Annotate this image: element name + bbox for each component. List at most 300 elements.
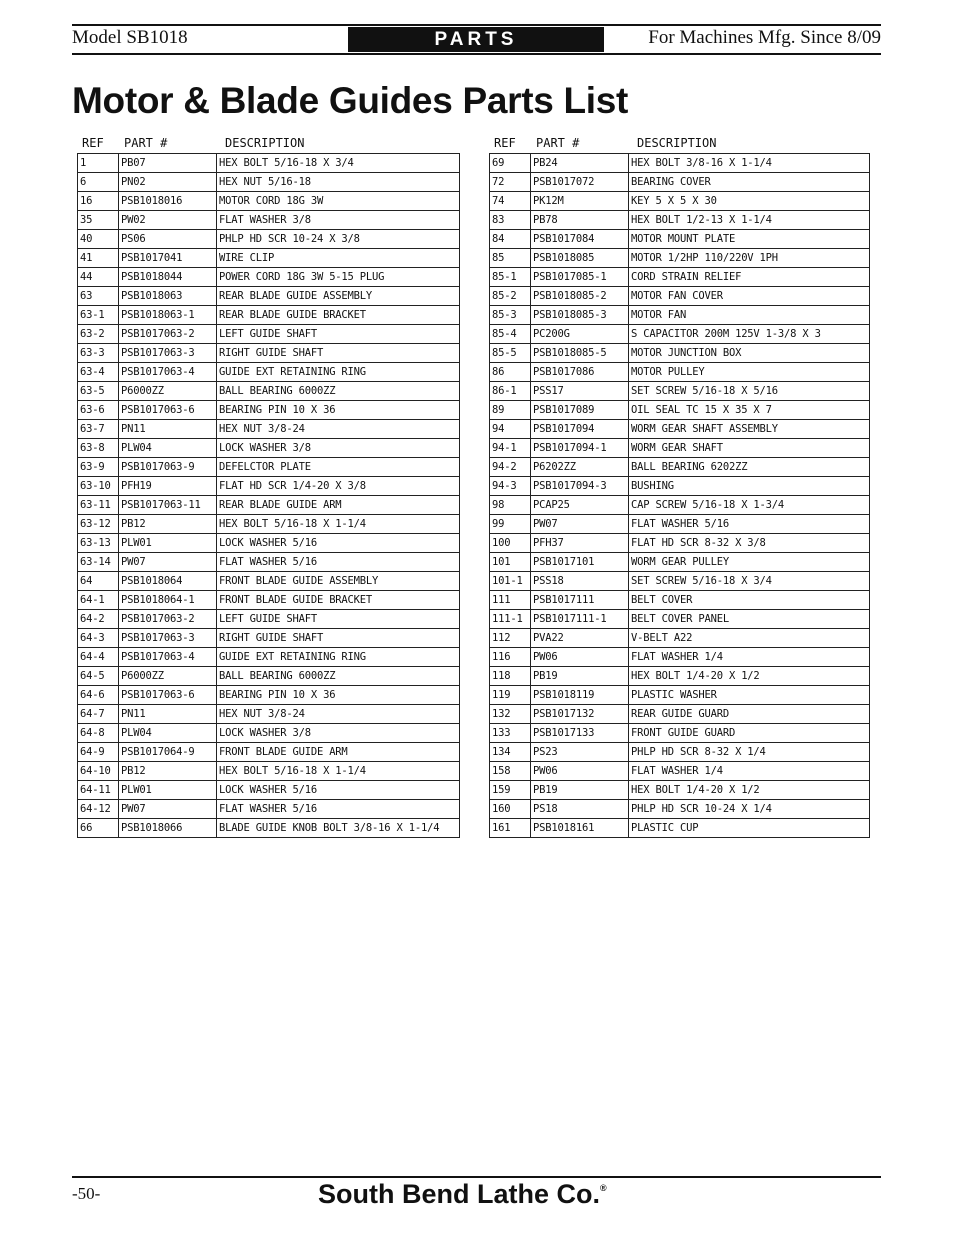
- ref-cell: 134: [490, 743, 531, 762]
- description-cell: MOTOR CORD 18G 3W: [217, 192, 460, 211]
- part-number-cell: PSB1018064-1: [119, 591, 217, 610]
- description-cell: GUIDE EXT RETAINING RING: [217, 648, 460, 667]
- part-number-cell: PN02: [119, 173, 217, 192]
- description-header: DESCRIPTION: [637, 136, 717, 150]
- description-cell: BLADE GUIDE KNOB BOLT 3/8-16 X 1-1/4: [217, 819, 460, 838]
- part-number-cell: PSB1017063-2: [119, 610, 217, 629]
- part-number-cell: PN11: [119, 705, 217, 724]
- ref-cell: 94-3: [490, 477, 531, 496]
- description-cell: HEX BOLT 3/8-16 X 1-1/4: [629, 154, 870, 173]
- description-cell: FRONT GUIDE GUARD: [629, 724, 870, 743]
- table-row: [78, 439, 460, 458]
- part-number-cell: PFH37: [531, 534, 629, 553]
- description-cell: LOCK WASHER 3/8: [217, 439, 460, 458]
- part-number-cell: PSB1017063-6: [119, 686, 217, 705]
- table-row: [490, 344, 870, 363]
- description-cell: PHLP HD SCR 8-32 X 1/4: [629, 743, 870, 762]
- parts-rows-right: [490, 154, 870, 838]
- part-number-cell: PSB1017133: [531, 724, 629, 743]
- ref-cell: 63-6: [78, 401, 119, 420]
- part-number-cell: PB07: [119, 154, 217, 173]
- description-cell: HEX NUT 3/8-24: [217, 705, 460, 724]
- table-row: [490, 610, 870, 629]
- ref-cell: 160: [490, 800, 531, 819]
- table-row: [78, 800, 460, 819]
- part-number-cell: PSB1018085-5: [531, 344, 629, 363]
- ref-cell: 64-2: [78, 610, 119, 629]
- table-row: [78, 382, 460, 401]
- part-number-cell: PS18: [531, 800, 629, 819]
- description-cell: FLAT HD SCR 1/4-20 X 3/8: [217, 477, 460, 496]
- table-row: [490, 515, 870, 534]
- description-cell: WORM GEAR SHAFT: [629, 439, 870, 458]
- parts-table-right: [489, 133, 870, 838]
- ref-cell: 64-1: [78, 591, 119, 610]
- ref-cell: 85-4: [490, 325, 531, 344]
- ref-cell: 64-3: [78, 629, 119, 648]
- table-row: [490, 800, 870, 819]
- ref-cell: 63: [78, 287, 119, 306]
- table-row: [78, 192, 460, 211]
- ref-cell: 63-12: [78, 515, 119, 534]
- part-number-cell: PSB1017132: [531, 705, 629, 724]
- ref-cell: 161: [490, 819, 531, 838]
- description-cell: LOCK WASHER 5/16: [217, 534, 460, 553]
- description-cell: WORM GEAR SHAFT ASSEMBLY: [629, 420, 870, 439]
- part-number-cell: PC200G: [531, 325, 629, 344]
- ref-header: REF: [82, 136, 104, 150]
- table-row: [490, 534, 870, 553]
- description-cell: FRONT BLADE GUIDE ASSEMBLY: [217, 572, 460, 591]
- description-cell: REAR BLADE GUIDE ASSEMBLY: [217, 287, 460, 306]
- table-row: [78, 420, 460, 439]
- description-cell: LOCK WASHER 3/8: [217, 724, 460, 743]
- part-number-cell: PS23: [531, 743, 629, 762]
- table-row: [490, 477, 870, 496]
- part-number-cell: PSB1018063-1: [119, 306, 217, 325]
- part-number-cell: PW02: [119, 211, 217, 230]
- ref-cell: 94-2: [490, 458, 531, 477]
- table-row: [78, 591, 460, 610]
- ref-cell: 63-13: [78, 534, 119, 553]
- table-row: [490, 743, 870, 762]
- part-number-cell: PN11: [119, 420, 217, 439]
- table-row: [490, 249, 870, 268]
- ref-cell: 63-8: [78, 439, 119, 458]
- column-headers: [77, 133, 460, 153]
- ref-cell: 133: [490, 724, 531, 743]
- column-headers: [489, 133, 870, 153]
- table-row: [490, 648, 870, 667]
- part-number-cell: PSB1017063-4: [119, 363, 217, 382]
- ref-cell: 158: [490, 762, 531, 781]
- ref-cell: 111: [490, 591, 531, 610]
- description-cell: FLAT WASHER 5/16: [217, 800, 460, 819]
- description-cell: FRONT BLADE GUIDE ARM: [217, 743, 460, 762]
- ref-cell: 44: [78, 268, 119, 287]
- part-number-cell: PB19: [531, 781, 629, 800]
- table-row: [490, 230, 870, 249]
- ref-cell: 41: [78, 249, 119, 268]
- table-row: [78, 629, 460, 648]
- table-row: [78, 401, 460, 420]
- description-cell: REAR BLADE GUIDE ARM: [217, 496, 460, 515]
- ref-cell: 86-1: [490, 382, 531, 401]
- description-cell: V-BELT A22: [629, 629, 870, 648]
- table-row: [490, 382, 870, 401]
- description-cell: SET SCREW 5/16-18 X 3/4: [629, 572, 870, 591]
- footer-rule: [72, 1176, 881, 1178]
- table-row: [78, 572, 460, 591]
- part-number-cell: PB12: [119, 515, 217, 534]
- description-cell: RIGHT GUIDE SHAFT: [217, 629, 460, 648]
- description-cell: FRONT BLADE GUIDE BRACKET: [217, 591, 460, 610]
- table-row: [490, 724, 870, 743]
- ref-cell: 63-5: [78, 382, 119, 401]
- brand-name: South Bend Lathe Co.: [318, 1179, 600, 1209]
- part-number-cell: P6202ZZ: [531, 458, 629, 477]
- part-number-cell: PLW04: [119, 724, 217, 743]
- part-number-cell: PSB1018161: [531, 819, 629, 838]
- part-number-cell: PSB1017063-2: [119, 325, 217, 344]
- part-number-cell: PSB1018085-2: [531, 287, 629, 306]
- table-row: [490, 458, 870, 477]
- ref-cell: 63-11: [78, 496, 119, 515]
- description-header: DESCRIPTION: [225, 136, 305, 150]
- ref-cell: 63-4: [78, 363, 119, 382]
- ref-cell: 85: [490, 249, 531, 268]
- table-row: [78, 743, 460, 762]
- ref-cell: 74: [490, 192, 531, 211]
- ref-cell: 99: [490, 515, 531, 534]
- table-row: [78, 648, 460, 667]
- table-row: [78, 173, 460, 192]
- description-cell: FLAT WASHER 1/4: [629, 648, 870, 667]
- description-cell: FLAT WASHER 3/8: [217, 211, 460, 230]
- part-number-cell: PSB1017111-1: [531, 610, 629, 629]
- ref-cell: 101: [490, 553, 531, 572]
- ref-cell: 111-1: [490, 610, 531, 629]
- ref-cell: 119: [490, 686, 531, 705]
- description-cell: DEFELCTOR PLATE: [217, 458, 460, 477]
- description-cell: HEX NUT 5/16-18: [217, 173, 460, 192]
- ref-cell: 64-12: [78, 800, 119, 819]
- description-cell: PHLP HD SCR 10-24 X 3/8: [217, 230, 460, 249]
- part-number-cell: PSB1017072: [531, 173, 629, 192]
- table-row: [490, 420, 870, 439]
- description-cell: GUIDE EXT RETAINING RING: [217, 363, 460, 382]
- part-number-cell: PLW01: [119, 781, 217, 800]
- ref-cell: 85-1: [490, 268, 531, 287]
- table-row: [490, 553, 870, 572]
- table-row: [490, 363, 870, 382]
- description-cell: HEX BOLT 5/16-18 X 1-1/4: [217, 515, 460, 534]
- ref-cell: 16: [78, 192, 119, 211]
- description-cell: BALL BEARING 6000ZZ: [217, 382, 460, 401]
- ref-cell: 118: [490, 667, 531, 686]
- table-row: [490, 629, 870, 648]
- ref-cell: 63-2: [78, 325, 119, 344]
- part-number-cell: PSB1017064-9: [119, 743, 217, 762]
- table-row: [78, 249, 460, 268]
- table-row: [490, 401, 870, 420]
- table-row: [78, 762, 460, 781]
- page-number: -50-: [72, 1184, 101, 1203]
- table-row: [78, 724, 460, 743]
- table-row: [490, 781, 870, 800]
- ref-cell: 63-1: [78, 306, 119, 325]
- description-cell: PHLP HD SCR 10-24 X 1/4: [629, 800, 870, 819]
- description-cell: SET SCREW 5/16-18 X 5/16: [629, 382, 870, 401]
- part-number-cell: PSB1017063-6: [119, 401, 217, 420]
- ref-cell: 64-10: [78, 762, 119, 781]
- part-number-cell: PSB1018066: [119, 819, 217, 838]
- ref-cell: 84: [490, 230, 531, 249]
- description-cell: HEX NUT 3/8-24: [217, 420, 460, 439]
- ref-cell: 83: [490, 211, 531, 230]
- description-cell: REAR GUIDE GUARD: [629, 705, 870, 724]
- table-row: [490, 819, 870, 838]
- part-number-cell: PLW01: [119, 534, 217, 553]
- table-row: [490, 572, 870, 591]
- part-number-cell: PSB1017041: [119, 249, 217, 268]
- table-row: [490, 496, 870, 515]
- table-row: [78, 154, 460, 173]
- description-cell: WORM GEAR PULLEY: [629, 553, 870, 572]
- part-number-cell: PB24: [531, 154, 629, 173]
- description-cell: BELT COVER PANEL: [629, 610, 870, 629]
- ref-cell: 94-1: [490, 439, 531, 458]
- ref-cell: 64-6: [78, 686, 119, 705]
- description-cell: HEX BOLT 5/16-18 X 1-1/4: [217, 762, 460, 781]
- description-cell: BUSHING: [629, 477, 870, 496]
- part-number-cell: PSS17: [531, 382, 629, 401]
- ref-cell: 64-7: [78, 705, 119, 724]
- part-number-cell: PSB1018016: [119, 192, 217, 211]
- table-row: [78, 306, 460, 325]
- ref-cell: 86: [490, 363, 531, 382]
- ref-cell: 66: [78, 819, 119, 838]
- ref-header: REF: [494, 136, 516, 150]
- description-cell: BEARING COVER: [629, 173, 870, 192]
- description-cell: MOTOR MOUNT PLATE: [629, 230, 870, 249]
- part-number-cell: P6000ZZ: [119, 667, 217, 686]
- description-cell: MOTOR JUNCTION BOX: [629, 344, 870, 363]
- part-number-cell: PSB1018064: [119, 572, 217, 591]
- table-row: [78, 553, 460, 572]
- description-cell: BALL BEARING 6202ZZ: [629, 458, 870, 477]
- part-number-cell: PSB1017063-9: [119, 458, 217, 477]
- table-row: [490, 439, 870, 458]
- machines-date-label: For Machines Mfg. Since 8/09: [648, 27, 881, 48]
- description-cell: LOCK WASHER 5/16: [217, 781, 460, 800]
- table-row: [78, 610, 460, 629]
- part-number-cell: PB19: [531, 667, 629, 686]
- part-number-cell: PSB1017085-1: [531, 268, 629, 287]
- table-row: [78, 458, 460, 477]
- description-cell: BEARING PIN 10 X 36: [217, 686, 460, 705]
- part-number-cell: PSB1018085: [531, 249, 629, 268]
- brand-logo: [318, 1179, 607, 1210]
- ref-cell: 64-5: [78, 667, 119, 686]
- table-row: [490, 306, 870, 325]
- part-number-cell: P6000ZZ: [119, 382, 217, 401]
- table-row: [78, 667, 460, 686]
- ref-cell: 116: [490, 648, 531, 667]
- description-cell: HEX BOLT 5/16-18 X 3/4: [217, 154, 460, 173]
- table-row: [78, 325, 460, 344]
- part-number-cell: PSB1017063-3: [119, 629, 217, 648]
- table-row: [490, 325, 870, 344]
- ref-cell: 112: [490, 629, 531, 648]
- description-cell: OIL SEAL TC 15 X 35 X 7: [629, 401, 870, 420]
- part-number-cell: PB78: [531, 211, 629, 230]
- part-number-cell: PSS18: [531, 572, 629, 591]
- ref-cell: 1: [78, 154, 119, 173]
- registered-mark: ®: [599, 1183, 607, 1193]
- page-title: Motor & Blade Guides Parts List: [72, 80, 629, 121]
- description-cell: REAR BLADE GUIDE BRACKET: [217, 306, 460, 325]
- description-cell: MOTOR PULLEY: [629, 363, 870, 382]
- ref-cell: 64-4: [78, 648, 119, 667]
- part-number-cell: PSB1018044: [119, 268, 217, 287]
- part-number-cell: PW06: [531, 762, 629, 781]
- description-cell: POWER CORD 18G 3W 5-15 PLUG: [217, 268, 460, 287]
- ref-cell: 64: [78, 572, 119, 591]
- description-cell: HEX BOLT 1/2-13 X 1-1/4: [629, 211, 870, 230]
- ref-cell: 6: [78, 173, 119, 192]
- table-row: [78, 515, 460, 534]
- part-number-cell: PSB1017111: [531, 591, 629, 610]
- table-row: [78, 344, 460, 363]
- model-label: Model SB1018: [72, 27, 188, 48]
- ref-cell: 35: [78, 211, 119, 230]
- table-row: [490, 173, 870, 192]
- ref-cell: 63-10: [78, 477, 119, 496]
- part-number-cell: PSB1018063: [119, 287, 217, 306]
- parts-rows-left: [78, 154, 460, 838]
- part-header: PART #: [124, 136, 168, 150]
- description-cell: LEFT GUIDE SHAFT: [217, 325, 460, 344]
- description-cell: BEARING PIN 10 X 36: [217, 401, 460, 420]
- table-row: [490, 667, 870, 686]
- part-number-cell: PSB1017086: [531, 363, 629, 382]
- ref-cell: 94: [490, 420, 531, 439]
- part-number-cell: PSB1017063-4: [119, 648, 217, 667]
- ref-cell: 85-3: [490, 306, 531, 325]
- table-row: [490, 591, 870, 610]
- part-number-cell: PSB1017089: [531, 401, 629, 420]
- description-cell: KEY 5 X 5 X 30: [629, 192, 870, 211]
- table-row: [78, 534, 460, 553]
- table-row: [490, 762, 870, 781]
- part-number-cell: PFH19: [119, 477, 217, 496]
- description-cell: PLASTIC CUP: [629, 819, 870, 838]
- description-cell: HEX BOLT 1/4-20 X 1/2: [629, 781, 870, 800]
- table-row: [78, 705, 460, 724]
- description-cell: FLAT WASHER 1/4: [629, 762, 870, 781]
- part-header: PART #: [536, 136, 580, 150]
- part-number-cell: PSB1017094-3: [531, 477, 629, 496]
- ref-cell: 98: [490, 496, 531, 515]
- ref-cell: 89: [490, 401, 531, 420]
- table-row: [78, 819, 460, 838]
- table-row: [78, 287, 460, 306]
- part-number-cell: PW06: [531, 648, 629, 667]
- part-number-cell: PK12M: [531, 192, 629, 211]
- ref-cell: 72: [490, 173, 531, 192]
- part-number-cell: PB12: [119, 762, 217, 781]
- header-bottom-rule: [72, 53, 881, 55]
- part-number-cell: PW07: [119, 553, 217, 572]
- header-top-rule: [72, 24, 881, 26]
- ref-cell: 64-11: [78, 781, 119, 800]
- table-row: [78, 781, 460, 800]
- part-number-cell: PSB1018085-3: [531, 306, 629, 325]
- ref-cell: 63-3: [78, 344, 119, 363]
- table-row: [78, 686, 460, 705]
- part-number-cell: PW07: [531, 515, 629, 534]
- description-cell: FLAT WASHER 5/16: [217, 553, 460, 572]
- ref-cell: 85-5: [490, 344, 531, 363]
- ref-cell: 69: [490, 154, 531, 173]
- ref-cell: 63-14: [78, 553, 119, 572]
- ref-cell: 40: [78, 230, 119, 249]
- table-row: [490, 154, 870, 173]
- description-cell: S CAPACITOR 200M 125V 1-3/8 X 3: [629, 325, 870, 344]
- table-row: [78, 477, 460, 496]
- description-cell: MOTOR FAN COVER: [629, 287, 870, 306]
- table-row: [78, 230, 460, 249]
- ref-cell: 85-2: [490, 287, 531, 306]
- part-number-cell: PVA22: [531, 629, 629, 648]
- description-cell: LEFT GUIDE SHAFT: [217, 610, 460, 629]
- part-number-cell: PSB1017063-11: [119, 496, 217, 515]
- part-number-cell: PSB1018119: [531, 686, 629, 705]
- description-cell: MOTOR 1/2HP 110/220V 1PH: [629, 249, 870, 268]
- part-number-cell: PLW04: [119, 439, 217, 458]
- ref-cell: 64-8: [78, 724, 119, 743]
- part-number-cell: PW07: [119, 800, 217, 819]
- table-row: [490, 268, 870, 287]
- part-number-cell: PS06: [119, 230, 217, 249]
- table-row: [78, 363, 460, 382]
- ref-cell: 100: [490, 534, 531, 553]
- description-cell: HEX BOLT 1/4-20 X 1/2: [629, 667, 870, 686]
- description-cell: CORD STRAIN RELIEF: [629, 268, 870, 287]
- description-cell: WIRE CLIP: [217, 249, 460, 268]
- table-row: [78, 496, 460, 515]
- parts-table-left: [77, 133, 460, 838]
- table-row: [78, 211, 460, 230]
- part-number-cell: PSB1017063-3: [119, 344, 217, 363]
- ref-cell: 159: [490, 781, 531, 800]
- description-cell: BELT COVER: [629, 591, 870, 610]
- description-cell: PLASTIC WASHER: [629, 686, 870, 705]
- section-tab: PARTS: [348, 27, 604, 52]
- table-row: [490, 192, 870, 211]
- ref-cell: 132: [490, 705, 531, 724]
- description-cell: MOTOR FAN: [629, 306, 870, 325]
- part-number-cell: PSB1017094-1: [531, 439, 629, 458]
- table-row: [490, 211, 870, 230]
- ref-cell: 64-9: [78, 743, 119, 762]
- table-row: [490, 287, 870, 306]
- table-row: [490, 686, 870, 705]
- ref-cell: 101-1: [490, 572, 531, 591]
- table-row: [78, 268, 460, 287]
- description-cell: CAP SCREW 5/16-18 X 1-3/4: [629, 496, 870, 515]
